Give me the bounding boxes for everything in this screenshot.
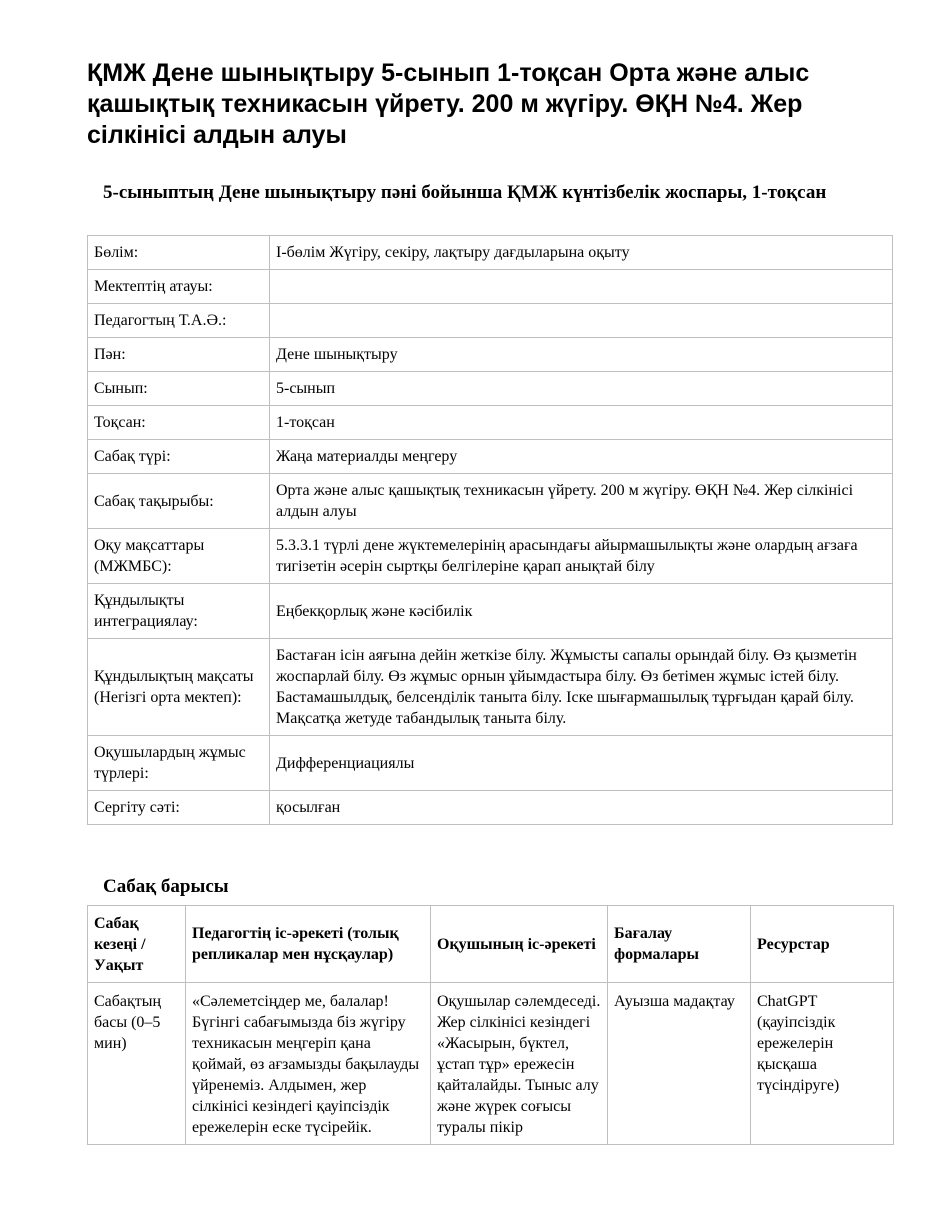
table-row xyxy=(88,406,893,440)
row-key: Сергіту сәті: xyxy=(88,791,270,825)
row-value: 5.3.3.1 түрлі дене жүктемелерінің арасындағы айырмашылықты және олардың ағзаға тигізетін әсерін сыртқы белгілеріне қарап анықтай білу xyxy=(270,529,893,584)
row-value: қосылған xyxy=(270,791,893,825)
row-value: Орта және алыс қашықтық техникасын үйрету. 200 м жүгіру. ӨҚН №4. Жер сілкінісі алдын алуы xyxy=(270,474,893,529)
column-header-student-activity: Оқушының іс-әрекеті xyxy=(431,906,608,983)
column-header-assessment: Бағалау формалары xyxy=(608,906,751,983)
lesson-flow-heading: Сабақ барысы xyxy=(103,876,229,897)
plan-heading: 5-сыныптың Дене шынықтыру пәні бойынша ҚМЖ күнтізбелік жоспары, 1-тоқсан xyxy=(103,182,827,203)
table-row xyxy=(88,440,893,474)
row-key: Оқушылардың жұмыс түрлері: xyxy=(88,736,270,791)
table-row xyxy=(88,304,893,338)
row-value xyxy=(270,270,893,304)
column-header-resources: Ресурстар xyxy=(751,906,894,983)
cell-resources: ChatGPT (қауіпсіздік ережелерін қысқаша түсіндіруге) xyxy=(751,983,894,1145)
row-value: Жаңа материалды меңгеру xyxy=(270,440,893,474)
table-row xyxy=(88,338,893,372)
table-row xyxy=(88,791,893,825)
row-key: Пән: xyxy=(88,338,270,372)
column-header-teacher-activity: Педагогтің іс-әрекеті (толық репликалар мен нұсқаулар) xyxy=(186,906,431,983)
row-value: Бастаған ісін аяғына дейін жеткізе білу. Жұмысты сапалы орындай білу. Өз қызметін жоспарлай білу. Өз жұмыс орнын ұйымдастыра білу. Өз бетімен жұмыс істей білу. Бастамашылдық, белсенділік таныта білу. Іске шығармашылық тұрғыдан қарай білу. Мақсатқа жетуде табандылық таныта білу. xyxy=(270,639,893,736)
column-header-stage: Сабақ кезеңі / Уақыт xyxy=(88,906,186,983)
row-key: Сабақ тақырыбы: xyxy=(88,474,270,529)
lesson-flow-table xyxy=(87,905,894,1145)
row-key: Тоқсан: xyxy=(88,406,270,440)
table-row xyxy=(88,983,894,1145)
row-key: Оқу мақсаттары (МЖМБС): xyxy=(88,529,270,584)
table-row xyxy=(88,236,893,270)
row-key: Педагогтың Т.А.Ә.: xyxy=(88,304,270,338)
page-title: ҚМЖ Дене шынықтыру 5-сынып 1-тоқсан Орта және алыс қашықтық техникасын үйрету. 200 м жүгіру. ӨҚН №4. Жер сілкінісі алдын алуы xyxy=(87,59,810,149)
lesson-info-table xyxy=(87,235,893,825)
row-key: Құндылықтың мақсаты (Негізгі орта мектеп): xyxy=(88,639,270,736)
row-value xyxy=(270,304,893,338)
row-value: Еңбекқорлық және кәсібилік xyxy=(270,584,893,639)
row-value: Дене шынықтыру xyxy=(270,338,893,372)
cell-stage: Сабақтың басы (0–5 мин) xyxy=(88,983,186,1145)
row-key: Сабақ түрі: xyxy=(88,440,270,474)
table-row xyxy=(88,736,893,791)
row-key: Мектептің атауы: xyxy=(88,270,270,304)
table-row xyxy=(88,474,893,529)
row-value: Дифференциациялы xyxy=(270,736,893,791)
row-key: Бөлім: xyxy=(88,236,270,270)
table-row xyxy=(88,372,893,406)
table-row xyxy=(88,639,893,736)
table-header-row xyxy=(88,906,894,983)
row-value: I-бөлім Жүгіру, секіру, лақтыру дағдыларына оқыту xyxy=(270,236,893,270)
table-row xyxy=(88,584,893,639)
cell-teacher-activity: «Сәлеметсіңдер ме, балалар! Бүгінгі сабағымызда біз жүгіру техникасын меңгеріп қана қоймай, өз ағзамызды бақылауды үйренеміз. Алдымен, жер сілкінісі кезіндегі қауіпсіздік ережелерін еске түсірейік. xyxy=(186,983,431,1145)
table-row xyxy=(88,529,893,584)
row-value: 5-сынып xyxy=(270,372,893,406)
cell-student-activity: Оқушылар сәлемдеседі. Жер сілкінісі кезіндегі «Жасырын, бүктел, ұстап тұр» ережесін қайталайды. Тыныс алу және жүрек соғысы туралы пікір xyxy=(431,983,608,1145)
row-key: Құндылықты интеграциялау: xyxy=(88,584,270,639)
row-key: Сынып: xyxy=(88,372,270,406)
row-value: 1-тоқсан xyxy=(270,406,893,440)
cell-assessment: Ауызша мадақтау xyxy=(608,983,751,1145)
table-row xyxy=(88,270,893,304)
